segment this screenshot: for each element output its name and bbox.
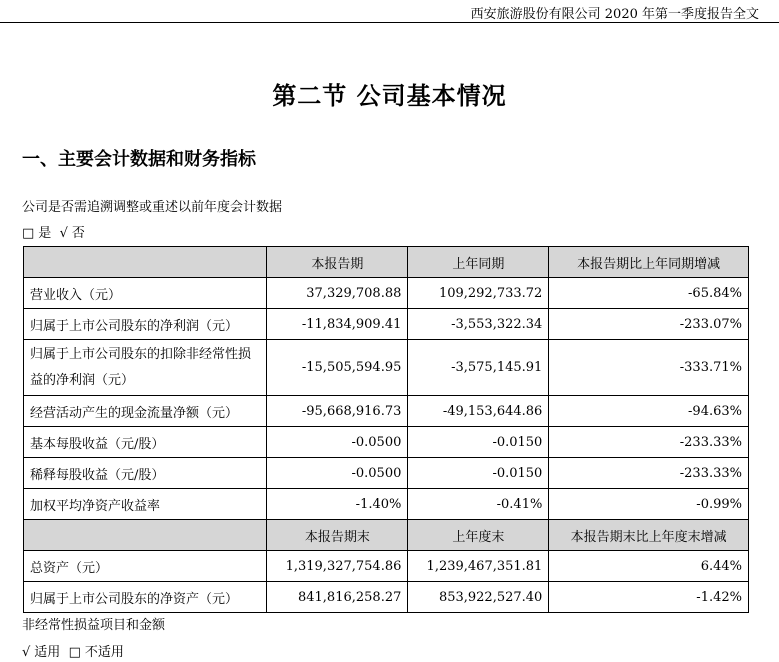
restatement-answer [22,222,85,241]
change-value: -65.84% [549,278,749,309]
table-row [24,427,749,458]
row-label: 稀释每股收益（元/股） [24,458,267,489]
change-value: -233.33% [549,458,749,489]
prior-value: -0.0150 [408,427,549,458]
prior-value: 109,292,733.72 [408,278,549,309]
current-value: 841,816,258.27 [267,582,408,613]
checkmark-applicable: √ [22,645,31,660]
header-text: 西安旅游股份有限公司 2020 年第一季度报告全文 [470,7,759,22]
prior-value: -3,575,145.91 [408,340,549,396]
restatement-question: 公司是否需追溯调整或重述以前年度会计数据 [22,200,283,215]
row-label: 营业收入（元） [24,278,267,309]
table-header-row [24,520,749,551]
label-yes: 是 [38,226,52,241]
checkmark-no: √ [59,226,68,241]
current-value: -1.40% [267,489,408,520]
table-row [24,458,749,489]
table-row [24,340,749,396]
row-label: 总资产（元） [24,551,267,582]
label-applicable: 适用 [34,645,61,660]
row-label: 经营活动产生的现金流量净额（元） [24,396,267,427]
table-header-row [24,247,749,278]
prior-value: 853,922,527.40 [408,582,549,613]
current-value: -95,668,916.73 [267,396,408,427]
change-value: -233.33% [549,427,749,458]
section-title: 第二节 公司基本情况 [272,82,507,110]
prior-value: -3,553,322.34 [408,309,549,340]
header-cell: 上年度末 [408,520,549,551]
table-row [24,489,749,520]
header-blank-cell [24,520,267,551]
row-label: 归属于上市公司股东的净资产（元） [24,582,267,613]
change-value: -0.99% [549,489,749,520]
table-row [24,396,749,427]
current-value: -0.0500 [267,458,408,489]
page-header [0,0,779,23]
table-row [24,582,749,613]
current-value: -0.0500 [267,427,408,458]
prior-value: 1,239,467,351.81 [408,551,549,582]
header-cell: 本报告期 [267,247,408,278]
change-value: -94.63% [549,396,749,427]
prior-value: -0.0150 [408,458,549,489]
current-value: 37,329,708.88 [267,278,408,309]
row-label: 归属于上市公司股东的净利润（元） [24,309,267,340]
financial-indicators-table [23,246,749,613]
table-row [24,309,749,340]
header-cell: 本报告期末 [267,520,408,551]
row-label: 归属于上市公司股东的扣除非经常性损益的净利润（元） [24,340,267,396]
header-blank-cell [24,247,267,278]
table-row [24,278,749,309]
change-value: -1.42% [549,582,749,613]
row-label: 基本每股收益（元/股） [24,427,267,458]
current-value: -11,834,909.41 [267,309,408,340]
sub-heading: 一、主要会计数据和财务指标 [22,149,256,170]
nonrecurring-title: 非经常性损益项目和金额 [22,618,166,633]
label-no: 否 [71,226,85,241]
checkbox-not-applicable: □ [68,645,81,660]
current-value: -15,505,594.95 [267,340,408,396]
header-cell: 本报告期比上年同期增减 [549,247,749,278]
header-cell: 本报告期末比上年度末增减 [549,520,749,551]
prior-value: -49,153,644.86 [408,396,549,427]
current-value: 1,319,327,754.86 [267,551,408,582]
change-value: -333.71% [549,340,749,396]
nonrecurring-answer [22,641,124,660]
checkbox-yes: □ [22,226,35,241]
row-label: 加权平均净资产收益率 [24,489,267,520]
change-value: -233.07% [549,309,749,340]
prior-value: -0.41% [408,489,549,520]
header-cell: 上年同期 [408,247,549,278]
change-value: 6.44% [549,551,749,582]
table-row [24,551,749,582]
label-not-applicable: 不适用 [84,645,124,660]
